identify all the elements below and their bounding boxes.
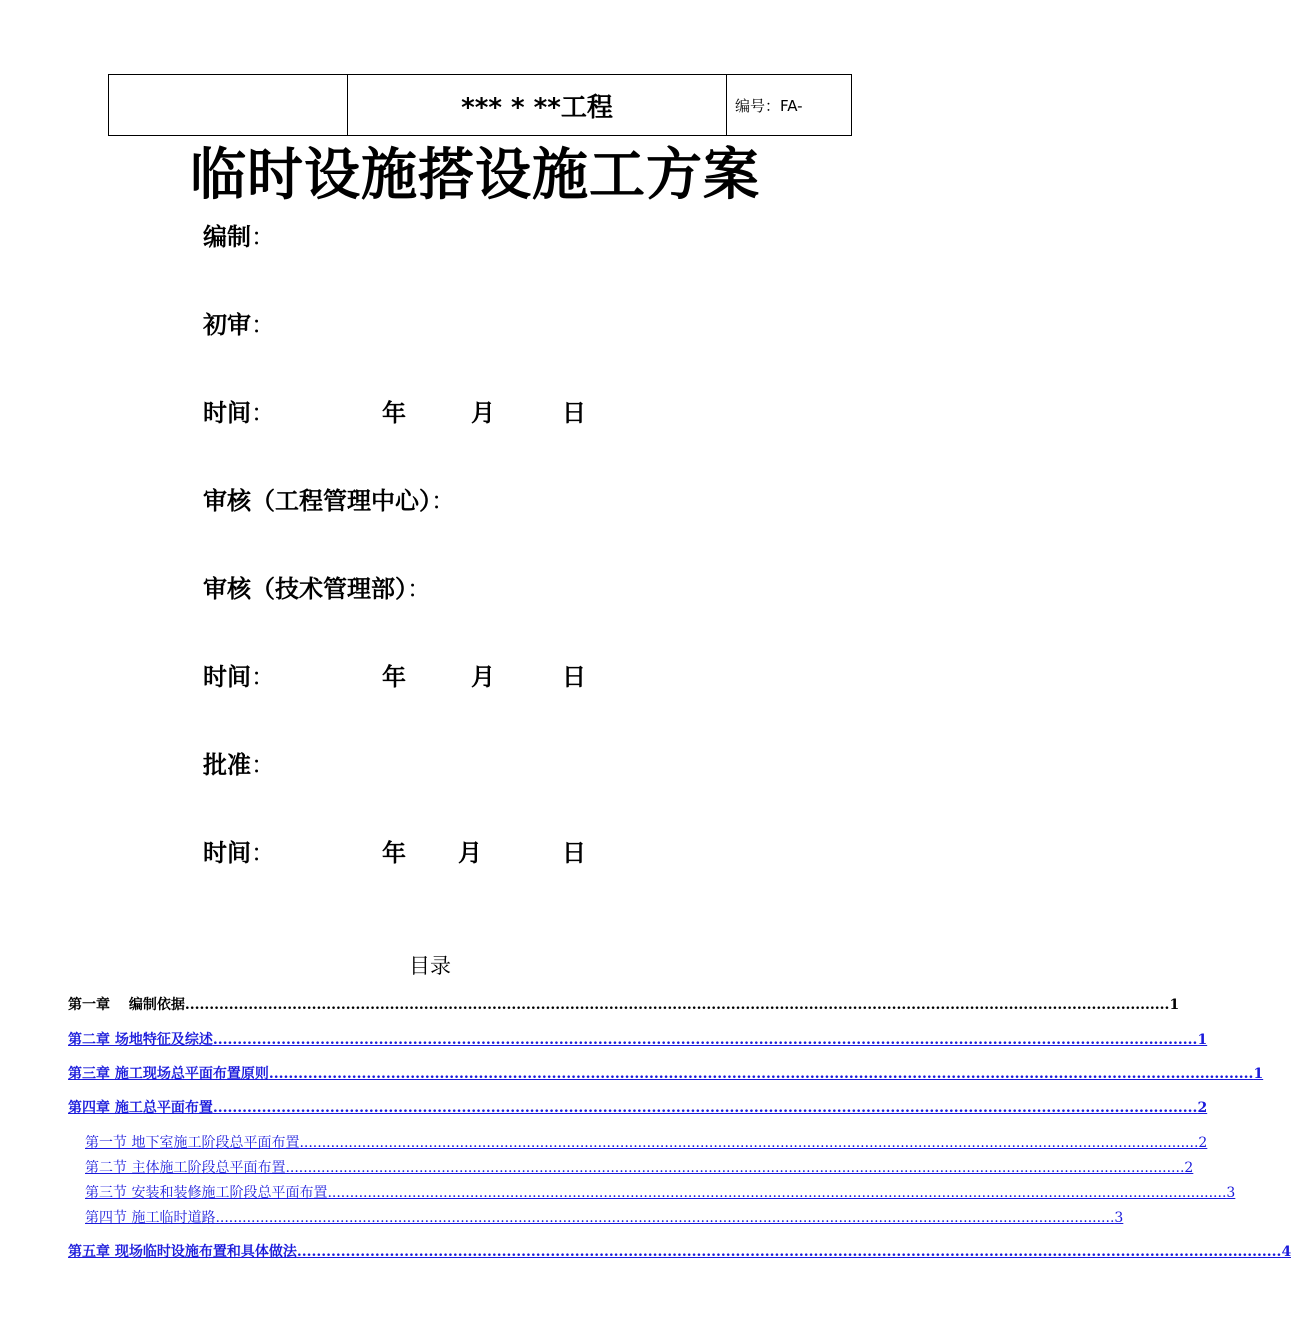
first-review-row <box>203 310 275 340</box>
toc-page-number: 1 <box>1253 1066 1264 1082</box>
day-label: 日 <box>562 399 586 427</box>
month-label: 月 <box>458 839 482 867</box>
time-row-3 <box>203 838 275 868</box>
review-center-label: 审核（工程管理中心） <box>203 487 431 515</box>
review-tech-label: 审核（技术管理部） <box>203 575 407 603</box>
toc-entry[interactable] <box>85 1184 1236 1202</box>
toc-entry-label: 第四章 施工总平面布置 <box>68 1100 213 1116</box>
toc-entry-label: 第二节 主体施工阶段总平面布置 <box>85 1160 286 1176</box>
toc-entry[interactable] <box>68 1243 1291 1261</box>
toc-entry[interactable] <box>85 1209 1124 1227</box>
review-tech-row <box>203 574 431 604</box>
project-name: *** * **工程 <box>348 75 727 136</box>
colon: ： <box>251 223 275 251</box>
approve-label: 批准 <box>203 751 251 779</box>
toc-entry-label: 第一章 编制依据 <box>68 997 185 1013</box>
colon: ： <box>407 575 431 603</box>
toc-entry[interactable] <box>68 996 1180 1014</box>
month-label: 月 <box>471 399 495 427</box>
toc-entry[interactable] <box>68 1031 1208 1049</box>
colon: ： <box>251 399 275 427</box>
toc-leader: .......................................................................................................................................................................................................... <box>184 997 1170 1013</box>
document-title: 临时设施搭设施工方案 <box>190 143 760 208</box>
first-review-label: 初审 <box>203 311 251 339</box>
toc-page-number: 2 <box>1198 1135 1208 1151</box>
time-label: 时间 <box>203 839 251 867</box>
toc-page-number: 1 <box>1169 997 1180 1013</box>
toc-page-number: 3 <box>1226 1185 1236 1201</box>
toc-entry-label: 第一节 地下室施工阶段总平面布置 <box>85 1135 300 1151</box>
toc-leader: .......................................................................................................................................................................................................... <box>215 1210 1115 1226</box>
time-label: 时间 <box>203 663 251 691</box>
review-center-row <box>203 486 455 516</box>
colon: ： <box>251 311 275 339</box>
toc-leader: .......................................................................................................................................................................................................... <box>296 1244 1282 1260</box>
colon: ： <box>251 663 275 691</box>
year-label: 年 <box>382 839 406 867</box>
month-label: 月 <box>471 663 495 691</box>
header-table <box>108 74 852 136</box>
toc-entry[interactable] <box>85 1159 1194 1177</box>
document-code: 编号：FA- <box>727 75 852 136</box>
toc-leader: .......................................................................................................................................................................................................... <box>285 1160 1185 1176</box>
compile-label: 编制 <box>203 223 251 251</box>
toc-entry-label: 第五章 现场临时设施布置和具体做法 <box>68 1244 297 1260</box>
toc-page-number: 3 <box>1114 1210 1124 1226</box>
toc-leader: .......................................................................................................................................................................................................... <box>212 1100 1198 1116</box>
toc-leader: .......................................................................................................................................................................................................... <box>268 1066 1254 1082</box>
day-label: 日 <box>562 839 586 867</box>
toc-entry-label: 第四节 施工临时道路 <box>85 1210 216 1226</box>
toc-page-number: 1 <box>1197 1032 1208 1048</box>
toc-entry-label: 第二章 场地特征及综述 <box>68 1032 213 1048</box>
toc-entry-label: 第三章 施工现场总平面布置原则 <box>68 1066 269 1082</box>
toc-leader: .......................................................................................................................................................................................................... <box>327 1185 1227 1201</box>
time-row-1 <box>203 398 275 428</box>
day-label: 日 <box>562 663 586 691</box>
toc-page-number: 2 <box>1184 1160 1194 1176</box>
toc-leader: .......................................................................................................................................................................................................... <box>212 1032 1198 1048</box>
year-label: 年 <box>382 663 406 691</box>
toc-entry[interactable] <box>68 1099 1208 1117</box>
toc-leader: .......................................................................................................................................................................................................... <box>299 1135 1199 1151</box>
year-label: 年 <box>382 399 406 427</box>
toc-title: 目录 <box>409 954 451 978</box>
time-label: 时间 <box>203 399 251 427</box>
compile-row <box>203 222 275 252</box>
time-row-2 <box>203 662 275 692</box>
toc-entry-label: 第三节 安装和装修施工阶段总平面布置 <box>85 1185 328 1201</box>
colon: ： <box>251 751 275 779</box>
colon: ： <box>251 839 275 867</box>
toc-page-number: 4 <box>1281 1244 1291 1260</box>
approve-row <box>203 750 275 780</box>
toc-entry[interactable] <box>68 1065 1264 1083</box>
toc-entry[interactable] <box>85 1134 1208 1152</box>
colon: ： <box>431 487 455 515</box>
header-blank-cell <box>109 75 348 136</box>
toc-page-number: 2 <box>1197 1100 1208 1116</box>
